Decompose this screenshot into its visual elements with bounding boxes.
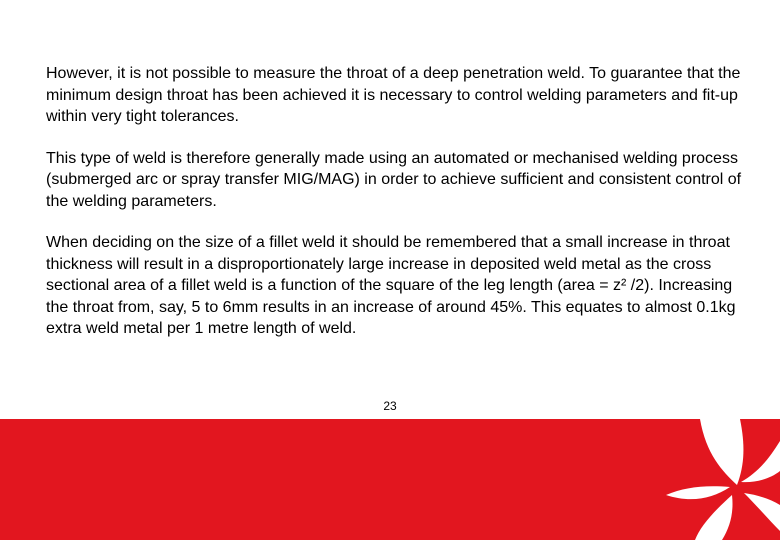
footer-band-graphic [0,419,780,540]
paragraph-throat-measurement: However, it is not possible to measure the throat of a deep penetration weld. To guarantee that the minimum design throat has been achieved it is necessary to control welding parameters and fit-up within very tight tolerances. [46,65,741,125]
document-body [46,63,746,360]
paragraph-automated-welding: This type of weld is therefore generally made using an automated or mechanised welding process (submerged arc or spray transfer MIG/MAG) in order to achieve sufficient and consistent control of the welding parameters. [46,149,742,210]
footer-band [0,419,780,540]
page-number: 23 [383,399,397,413]
paragraph-fillet-weld-size: When deciding on the size of a fillet weld it should be remembered that a small increase in throat thickness will result in a disproportionately large increase in deposited weld metal as the cross sectional area of a fillet weld is a function of the square of the leg length (area = z² /2). Increasing the throat from, say, 5 to 6mm results in an increase of around 45%. This equates to almost 0.1kg extra weld metal per 1 metre length of weld. [46,234,736,337]
footer-band-background [0,419,780,540]
